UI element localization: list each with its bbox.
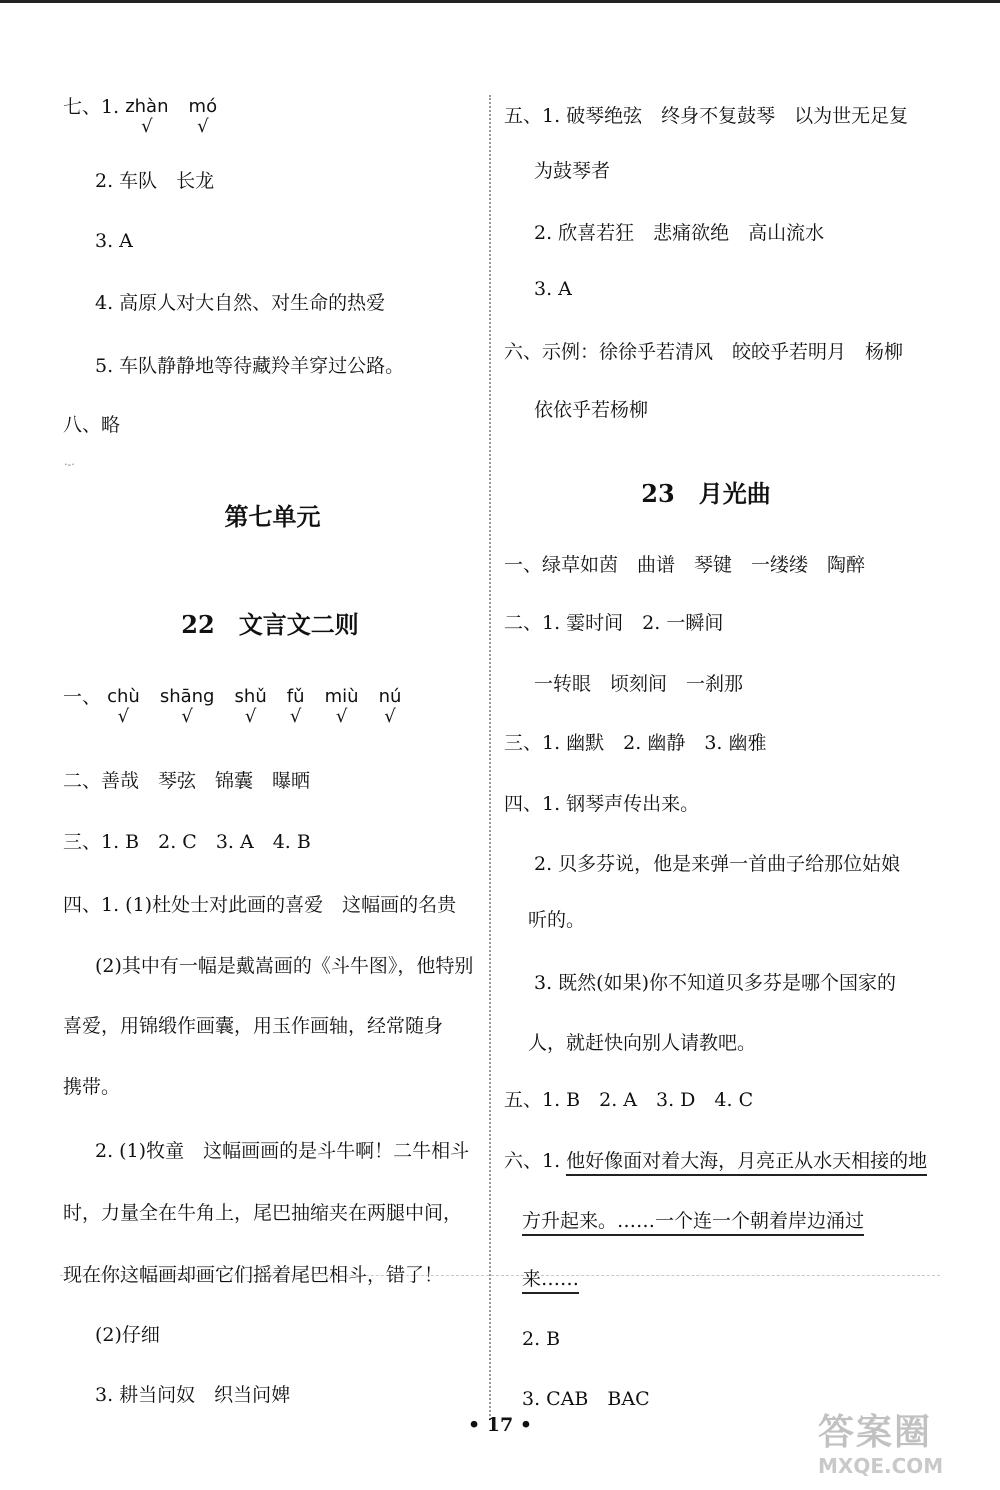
- q7-4: 4. 高原人对大自然、对生命的热爱: [95, 292, 386, 314]
- l23-q4-3b: 人，就赶快向别人请教吧。: [528, 1032, 757, 1054]
- lesson-22-title: 22 文言文二则: [181, 610, 359, 639]
- pinyin-item: shāng √: [159, 686, 215, 727]
- check-mark-icon: √: [289, 706, 302, 727]
- page-number: • 17 •: [468, 1414, 532, 1436]
- pinyin-item: fǔ √: [286, 686, 305, 727]
- l22-q3: 三、1. B 2. C 3. A 4. B: [63, 831, 311, 853]
- l22-q4-2c: 现在你这幅画却画它们摇着尾巴相斗，错了！: [63, 1264, 444, 1286]
- watermark-site: MXQE.COM: [818, 1454, 944, 1478]
- q8: 八、略: [63, 414, 121, 436]
- q7-3: 3. A: [95, 230, 133, 252]
- q6b: 依依乎若杨柳: [534, 399, 649, 421]
- l23-q6-1a-line: [504, 1148, 927, 1174]
- l22-q4-1c: 喜爱，用锦缎作画囊，用玉作画轴，经常随身: [63, 1015, 444, 1037]
- l23-q6-3: 3. CAB BAC: [522, 1388, 650, 1410]
- top-border: [0, 0, 1000, 3]
- q7-5: 5. 车队静静地等待藏羚羊穿过公路。: [95, 355, 405, 377]
- l22-q4-1d: 携带。: [63, 1076, 121, 1098]
- underlined-passage: 来……: [522, 1268, 579, 1294]
- l22-q4-2b: 时，力量全在牛角上，尾巴抽缩夹在两腿中间，: [63, 1202, 463, 1224]
- watermark-logo: [818, 1412, 990, 1484]
- column-divider: [489, 95, 491, 1420]
- l22-q1-pinyin-row: [63, 686, 415, 726]
- pinyin-item: shǔ √: [234, 686, 267, 727]
- l23-q6-2: 2. B: [522, 1328, 561, 1350]
- pinyin-item: miù √: [324, 686, 359, 727]
- underlined-passage: 他好像面对着大海，月亮正从水天相接的地: [566, 1150, 927, 1176]
- watermark-logo-text: 答案圈: [818, 1412, 933, 1453]
- l22-q1-label: 一、: [63, 686, 102, 708]
- pinyin-item: nú √: [378, 686, 402, 727]
- l23-q4-2a: 2. 贝多芬说，他是来弹一首曲子给那位姑娘: [534, 853, 901, 875]
- l23-q4-1: 四、1. 钢琴声传出来。: [504, 793, 700, 815]
- l23-q2a: 二、1. 霎时间 2. 一瞬间: [504, 612, 724, 634]
- q5-3: 3. A: [534, 278, 572, 300]
- q7-label: 七、1.: [63, 96, 120, 118]
- q5-2: 2. 欣喜若狂 悲痛欲绝 高山流水: [534, 222, 825, 244]
- l23-q6-1c-line: [522, 1266, 579, 1292]
- l23-q5: 五、1. B 2. A 3. D 4. C: [504, 1089, 754, 1111]
- pinyin-item: chù √: [107, 686, 140, 727]
- l23-q6-label: 六、1.: [504, 1150, 567, 1172]
- q7-pinyin-row: [63, 96, 231, 136]
- l22-q4-3: 3. 耕当问奴 织当问婢: [95, 1384, 291, 1406]
- l23-q4-2b: 听的。: [528, 909, 586, 931]
- l23-q6-1b-line: [522, 1208, 864, 1234]
- l23-q2b: 一转眼 顷刻间 一刹那: [534, 673, 744, 695]
- scan-smudge: ·-·: [64, 458, 75, 471]
- pinyin-item: mó √: [188, 96, 218, 137]
- l22-q2: 二、善哉 琴弦 锦囊 曝晒: [63, 770, 311, 792]
- q5-1b: 为鼓琴者: [534, 160, 611, 182]
- l22-q4-1a: 四、1. (1)杜处士对此画的喜爱 这幅画的名贵: [63, 894, 457, 916]
- check-mark-icon: √: [141, 116, 153, 137]
- check-mark-icon: √: [244, 706, 257, 727]
- lesson-23-title: 23 月光曲: [641, 479, 771, 508]
- check-mark-icon: √: [384, 706, 396, 727]
- pinyin-item: zhàn √: [125, 96, 169, 137]
- l22-q4-2d: (2)仔细: [95, 1324, 160, 1346]
- l22-q4-1b: (2)其中有一幅是戴嵩画的《斗牛图》，他特别: [95, 955, 474, 977]
- l23-q4-3a: 3. 既然(如果)你不知道贝多芬是哪个国家的: [534, 972, 896, 994]
- check-mark-icon: √: [335, 706, 348, 727]
- check-mark-icon: √: [117, 706, 130, 727]
- q6a: 六、示例：徐徐乎若清风 皎皎乎若明月 杨柳: [504, 341, 904, 363]
- check-mark-icon: √: [181, 706, 193, 727]
- l23-q3: 三、1. 幽默 2. 幽静 3. 幽雅: [504, 732, 767, 754]
- l23-q1: 一、绿草如茵 曲谱 琴键 一缕缕 陶醉: [504, 554, 866, 576]
- unit-title: 第七单元: [224, 502, 321, 531]
- q7-2: 2. 车队 长龙: [95, 170, 215, 192]
- underlined-passage: 方升起来。……一个连一个朝着岸边涌过: [522, 1210, 864, 1236]
- check-mark-icon: √: [197, 116, 209, 137]
- q5-1a: 五、1. 破琴绝弦 终身不复鼓琴 以为世无足复: [504, 105, 909, 127]
- l22-q4-2a: 2. (1)牧童 这幅画画的是斗牛啊！二牛相斗: [95, 1140, 470, 1162]
